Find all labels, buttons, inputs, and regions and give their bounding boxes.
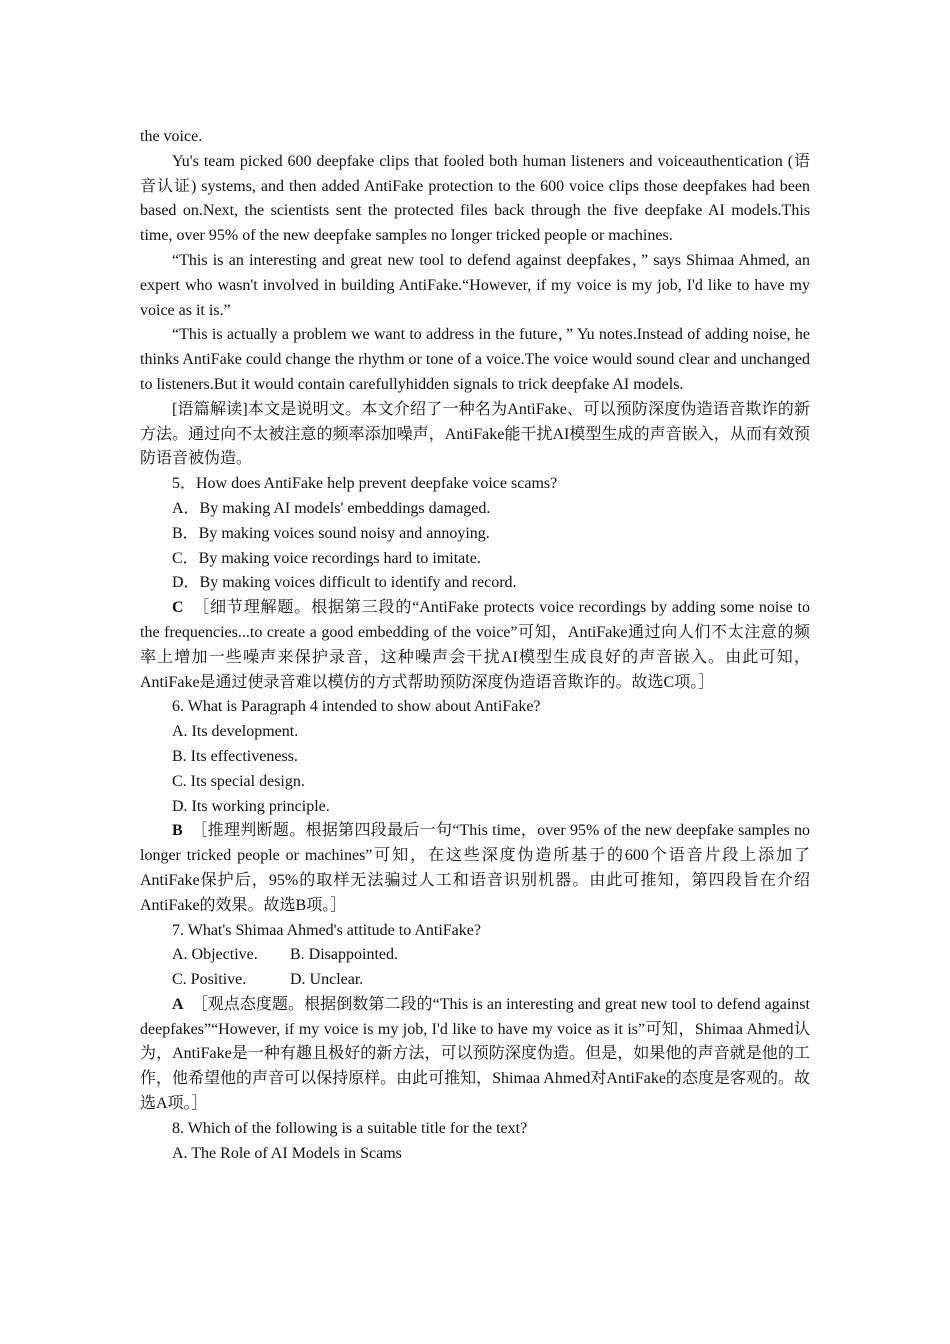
passage-paragraph: “This is actually a problem we want to address in the future，” Yu notes.Instead of adding noise, he thinks AntiFake could change the rhythm or tone of a voice.The voice would sound clear and unchanged to listeners.But it would contain carefullyhidden signals to trick deepfake AI models. — [140, 326, 810, 393]
question-option: C. Positive. — [172, 971, 247, 989]
explanation-text: ［推理判断题。根据第四段最后一句“This time，over 95% of the new deepfake samples no longer tricked people or machines”可知，在这些深度伪造所基于的600个语音片段上添加了AntiFake保护后，95%的取样无法骗过人工和语音识别机器。由此可推知，第四段旨在介绍AntiFake的效果。故选B项。］ — [140, 822, 810, 914]
explanation-text: ［观点态度题。根据倒数第二段的“This is an interesting and great new tool to defend against deepfakes”“However, if my voice is my job, I'd like to have my voice as it is”可知，Shimaa Ahmed认为，AntiFake是一种有趣且极好的新方法，可以预防深度伪造。但是，如果他的声音就是他的工作，他希望他的声音可以保持原样。由此可推知，Shimaa Ahmed对AntiFake的态度是客观的。故选A项。］ — [140, 995, 810, 1113]
passage-paragraph: Yu's team picked 600 deepfake clips that fooled both human listeners and voiceauthentication (语音认证) systems, and then added AntiFake protection to the 600 voice clips those deepfakes had been based on.Next, the scientists sent the protected files back through the five deepfake AI models.This time, over 95% of the new deepfake samples no longer tricked people or machines. — [140, 152, 810, 245]
question-option: B. Disappointed. — [290, 946, 398, 964]
question-option: D. Its working principle. — [172, 797, 330, 815]
explanation-text: ［细节理解题。根据第三段的“AntiFake protects voice recordings by adding some noise to the frequencies...to create a good embedding of the voice”可知，AntiFake通过向人们不太注意的频率上增加一些噪声来保护录音，这种噪声会干扰AI模型生成良好的声音嵌入。由此可知，AntiFake是通过使录音难以模仿的方式帮助预防深度伪造语音欺诈的。故选C项。］ — [140, 599, 810, 691]
question-option: C．By making voice recordings hard to imitate. — [172, 549, 481, 567]
question-option: C. Its special design. — [172, 772, 305, 790]
question-option: D．By making voices difficult to identify and record. — [172, 574, 517, 592]
question-stem: 6. What is Paragraph 4 intended to show about AntiFake? — [172, 698, 541, 716]
question-option: A. Its development. — [172, 723, 299, 741]
question-option: A. The Role of AI Models in Scams — [172, 1144, 402, 1162]
question-option: A．By making AI models' embeddings damaged. — [172, 499, 491, 517]
answer-explanation — [140, 993, 810, 1117]
answer-letter: B — [172, 822, 183, 840]
answer-letter: A — [172, 995, 184, 1013]
question-option: B. Its effectiveness. — [172, 747, 298, 765]
answer-explanation — [140, 596, 810, 695]
question-option: D. Unclear. — [290, 971, 364, 989]
question-stem: 8. Which of the following is a suitable title for the text? — [172, 1119, 528, 1137]
analysis-text: 本文是说明文。本文介绍了一种名为AntiFake、可以预防深度伪造语音欺诈的新方法。通过向不太被注意的频率添加噪声，AntiFake能干扰AI模型生成的声音嵌入，从而有效预防语音被伪造。 — [140, 400, 810, 468]
question-option-row — [140, 943, 810, 968]
question-option-row — [140, 968, 810, 993]
document-page — [140, 125, 810, 1166]
passage-paragraph: “This is an interesting and great new tool to defend against deepfakes，” says Shimaa Ahmed, an expert who wasn't involved in building AntiFake.“However, if my voice is my job, I'd like to have my voice as it is.” — [140, 251, 810, 319]
passage-paragraph: the voice. — [140, 128, 203, 145]
question-option: B．By making voices sound noisy and annoying. — [172, 524, 490, 542]
question-stem: 5．How does AntiFake help prevent deepfake voice scams? — [172, 475, 558, 493]
question-option: A. Objective. — [172, 946, 258, 964]
answer-explanation — [140, 819, 810, 918]
analysis-label: [语篇解读] — [172, 400, 248, 418]
answer-letter: C — [172, 599, 184, 617]
question-stem: 7. What's Shimaa Ahmed's attitude to AntiFake? — [172, 921, 481, 939]
passage-analysis — [140, 398, 810, 472]
